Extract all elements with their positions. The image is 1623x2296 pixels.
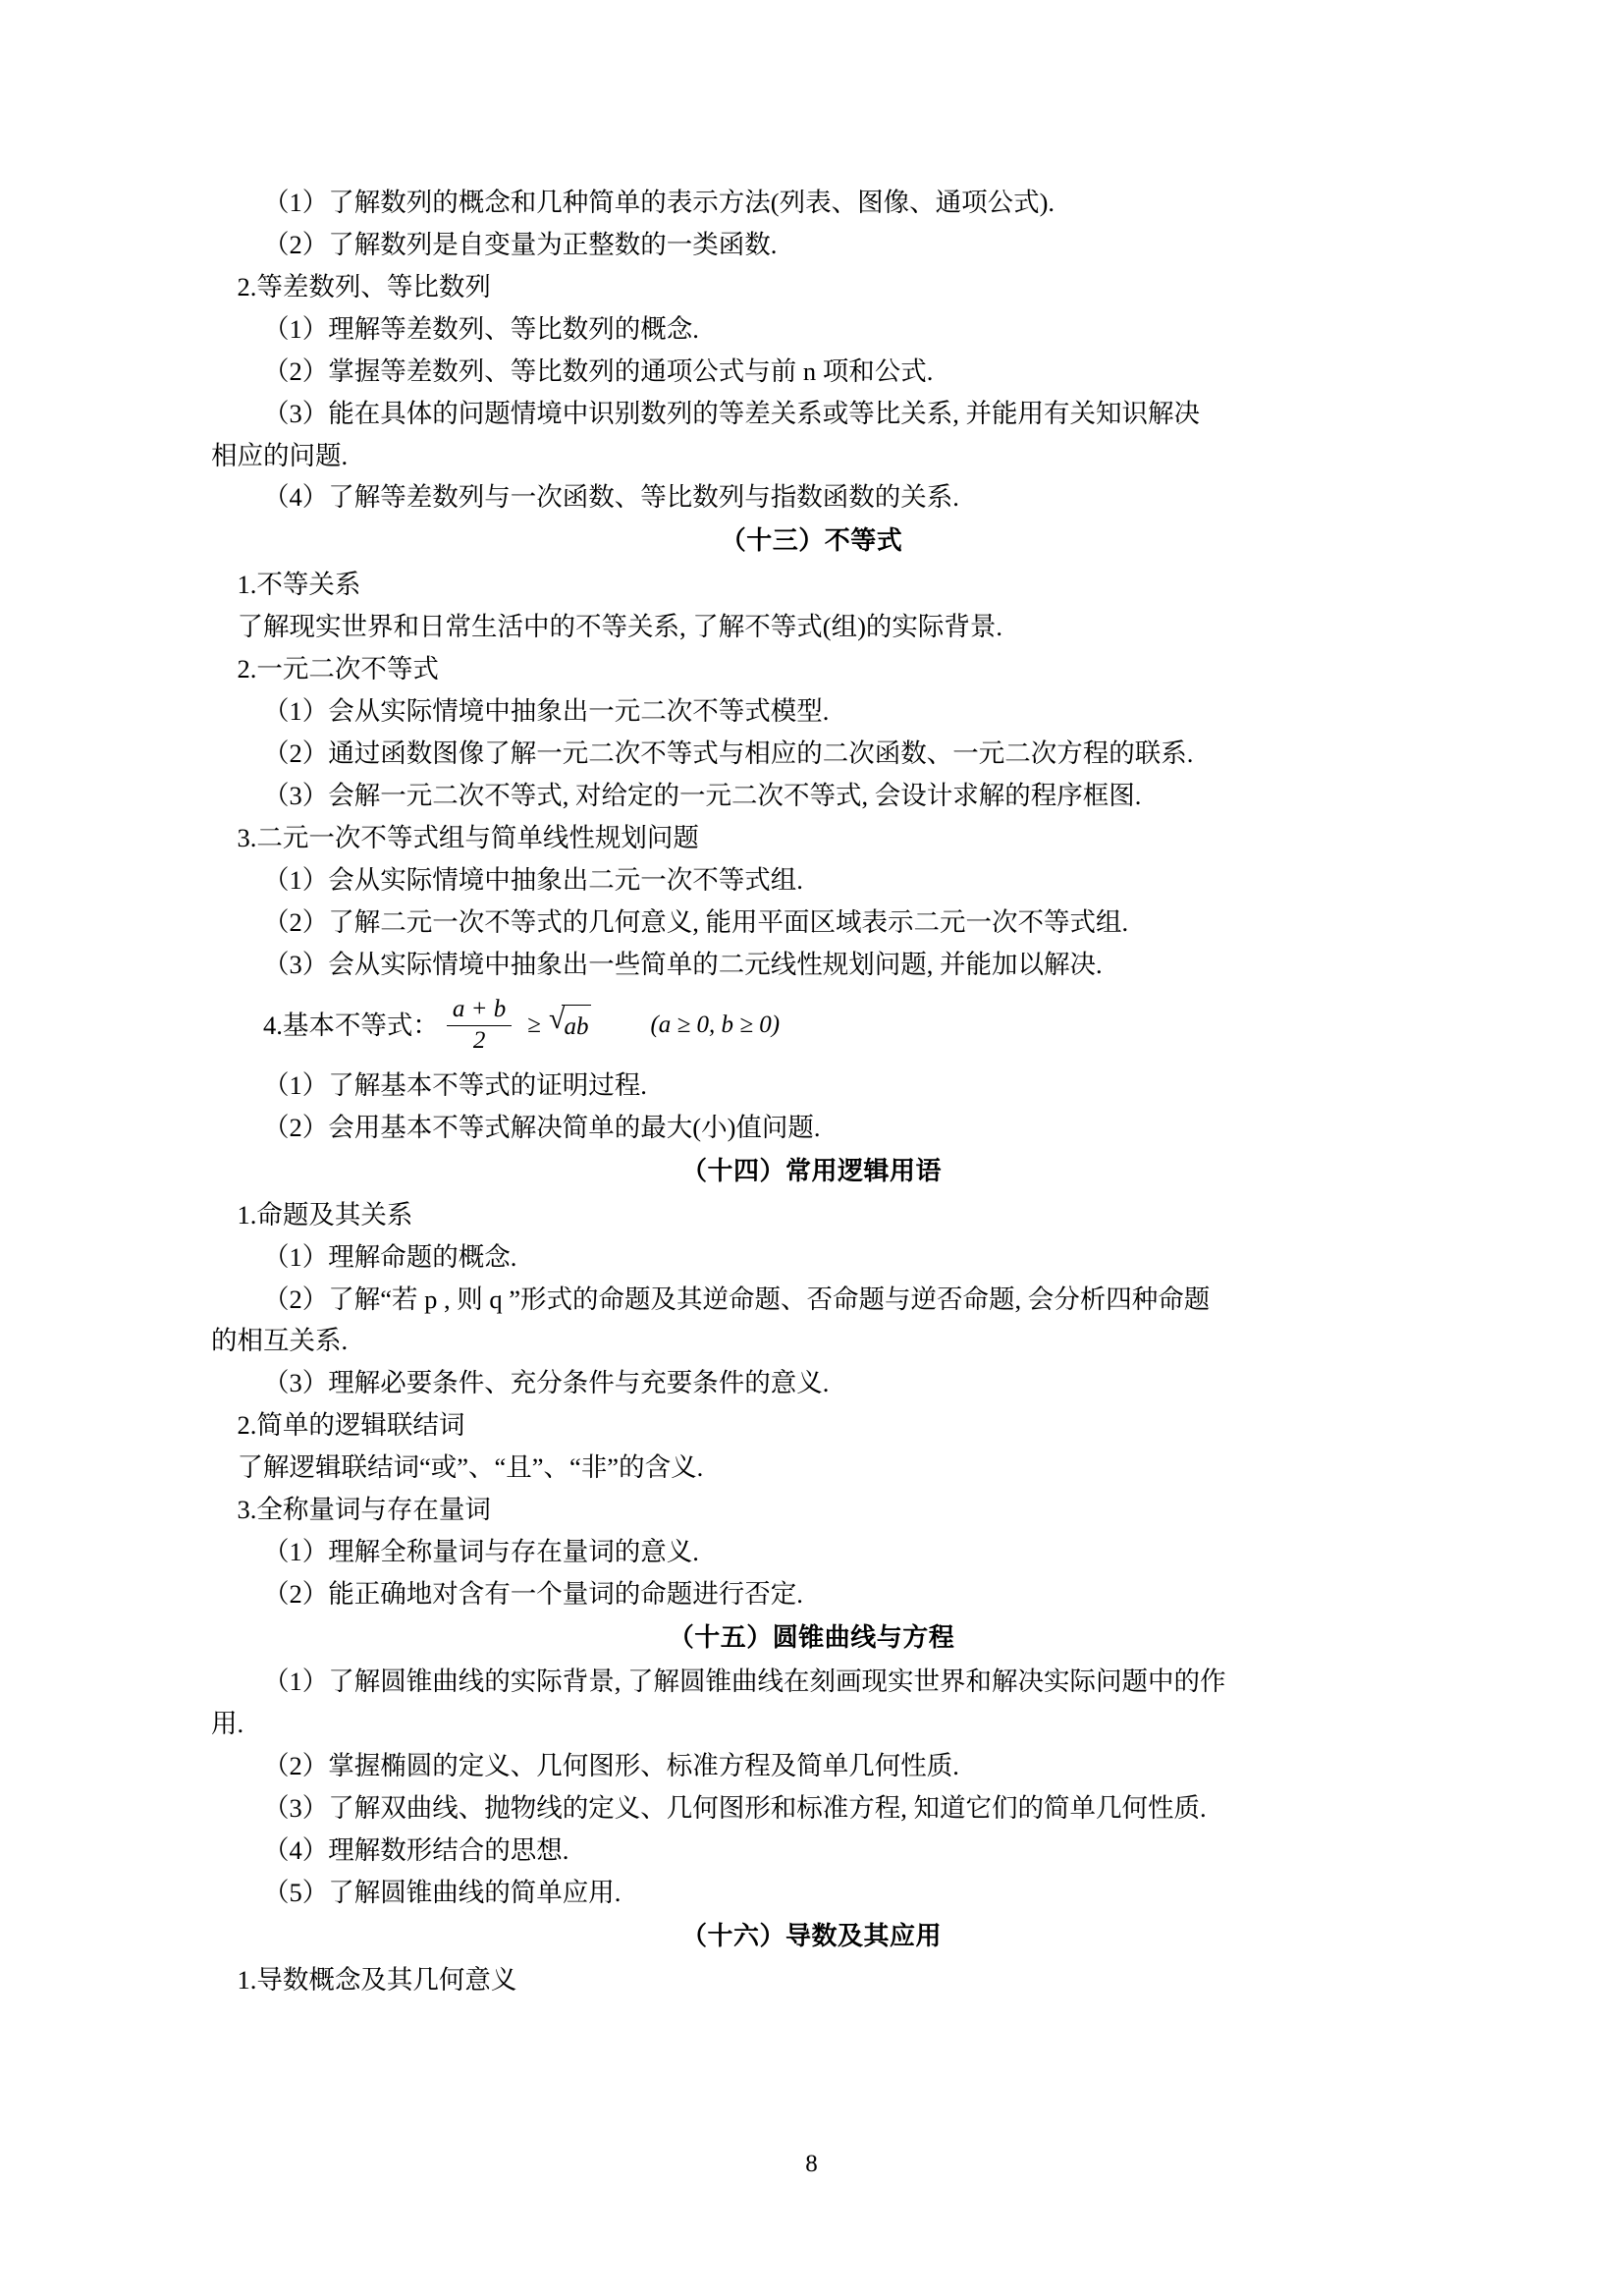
relation-symbol: ≥ (527, 1011, 541, 1039)
list-item: （4）理解数形结合的思想. (263, 1834, 569, 1865)
radical-sign: √ (548, 1002, 566, 1035)
list-item-continuation: 的相互关系. (211, 1326, 349, 1356)
fraction-denominator: 2 (447, 1025, 512, 1056)
list-item: （2）了解数列是自变量为正整数的一类函数. (263, 229, 778, 259)
page-number: 8 (805, 2151, 818, 2177)
list-item: 1.导数概念及其几何意义 (237, 1964, 517, 1995)
list-item-continuation: 用. (211, 1708, 244, 1738)
list-item: 了解逻辑联结词“或”、“且”、“非”的含义. (237, 1452, 704, 1483)
list-item: （4）了解等差数列与一次函数、等比数列与指数函数的关系. (263, 482, 959, 513)
list-item: （1）了解基本不等式的证明过程. (263, 1069, 647, 1100)
list-item: 了解现实世界和日常生活中的不等关系, 了解不等式(组)的实际背景. (237, 612, 1003, 642)
list-item: （1）了解圆锥曲线的实际背景, 了解圆锥曲线在刻画现实世界和解决实际问题中的作 (263, 1666, 1226, 1696)
section-heading: （十五）圆锥曲线与方程 (668, 1622, 955, 1653)
section-heading: （十三）不等式 (720, 526, 903, 557)
list-item: （5）了解圆锥曲线的简单应用. (263, 1877, 622, 1907)
list-item: （1）理解全称量词与存在量词的意义. (263, 1537, 699, 1567)
list-item: （1）了解数列的概念和几种简单的表示方法(列表、图像、通项公式). (263, 188, 1055, 217)
list-item: 3.全称量词与存在量词 (237, 1495, 491, 1525)
formula-condition: (a ≥ 0, b ≥ 0) (650, 1011, 781, 1039)
list-item: （2）了解“若 p , 则 q ”形式的命题及其逆命题、否命题与逆否命题, 会分析四种命题 (263, 1284, 1211, 1314)
list-item: （3）会解一元二次不等式, 对给定的一元二次不等式, 会设计求解的程序框图. (263, 781, 1142, 811)
list-item: （2）通过函数图像了解一元二次不等式与相应的二次函数、一元二次方程的联系. (263, 738, 1194, 769)
page-content (211, 182, 1412, 2001)
square-root (548, 1002, 591, 1048)
radicand: ab (562, 1005, 591, 1048)
section-heading: （十四）常用逻辑用语 (680, 1156, 942, 1186)
list-item: （2）掌握等差数列、等比数列的通项公式与前 n 项和公式. (263, 355, 934, 386)
list-item: 1.命题及其关系 (237, 1199, 413, 1230)
list-item-continuation: 相应的问题. (211, 440, 349, 470)
list-item: （3）会从实际情境中抽象出一些简单的二元线性规划问题, 并能加以解决. (263, 949, 1103, 979)
list-item: （1）会从实际情境中抽象出二元一次不等式组. (263, 864, 803, 895)
list-item: （3）理解必要条件、充分条件与充要条件的意义. (263, 1368, 830, 1398)
list-item: （3）能在具体的问题情境中识别数列的等差关系或等比关系, 并能用有关知识解决 (263, 398, 1200, 428)
fraction (447, 996, 512, 1056)
list-item: （1）理解等差数列、等比数列的概念. (263, 313, 699, 344)
list-item: 1.不等关系 (237, 570, 361, 600)
section-heading: （十六）导数及其应用 (680, 1921, 942, 1951)
list-item: （2）能正确地对含有一个量词的命题进行否定. (263, 1578, 803, 1609)
list-item: （1）理解命题的概念. (263, 1241, 517, 1272)
list-item: （3）了解双曲线、抛物线的定义、几何图形和标准方程, 知道它们的简单几何性质. (263, 1792, 1207, 1823)
formula-label: 4.基本不等式： (263, 1011, 439, 1041)
list-item: 2.等差数列、等比数列 (237, 271, 491, 301)
list-item: 3.二元一次不等式组与简单线性规划问题 (237, 823, 699, 853)
basic-inequality-formula (211, 996, 1412, 1057)
list-item: （2）了解二元一次不等式的几何意义, 能用平面区域表示二元一次不等式组. (263, 906, 1129, 937)
list-item: （2）会用基本不等式解决简单的最大(小)值问题. (263, 1112, 821, 1142)
list-item: 2.简单的逻辑联结词 (237, 1410, 465, 1441)
list-item: （1）会从实际情境中抽象出一元二次不等式模型. (263, 696, 830, 727)
list-item: 2.一元二次不等式 (237, 654, 439, 684)
fraction-numerator: a + b (452, 996, 507, 1023)
list-item: （2）掌握椭圆的定义、几何图形、标准方程及简单几何性质. (263, 1750, 959, 1780)
